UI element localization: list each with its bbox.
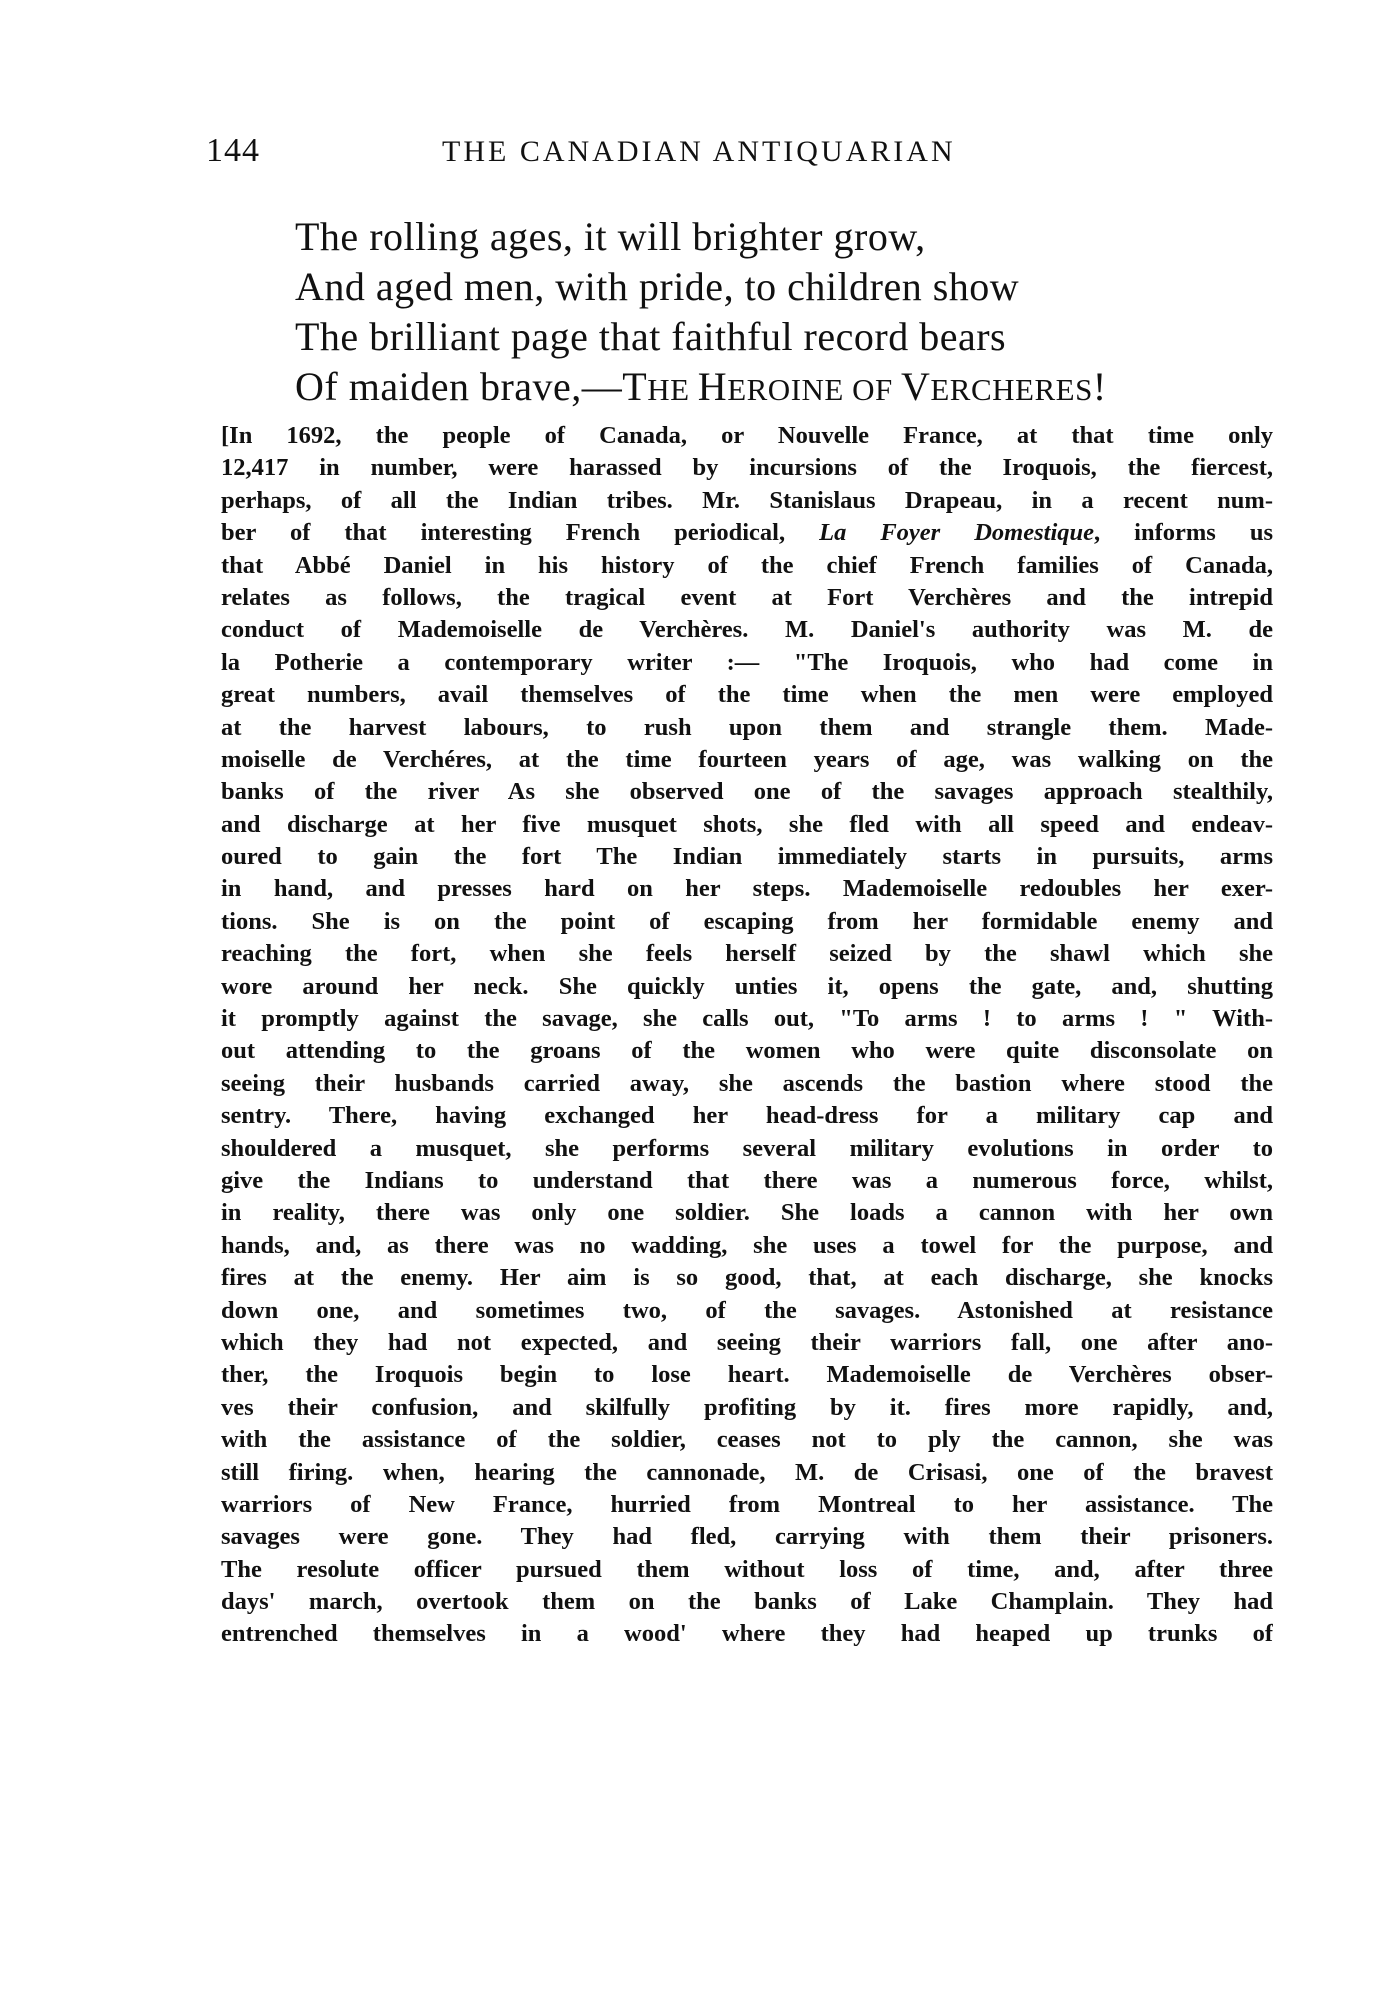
note-line: it promptly against the savage, she calls out, "To arms ! to arms ! " With- [221, 1005, 1273, 1033]
note-line: days' march, overtook them on the banks of Lake Champlain. They had [221, 1588, 1273, 1616]
note-line: at the harvest labours, to rush upon them and strangle them. Made- [221, 713, 1273, 741]
periodical-title: La Foyer Domestique [819, 519, 1095, 547]
note-text: , informs us [1094, 519, 1273, 547]
note-line: moiselle de Verchéres, at the time fourteen years of age, was walking on the [221, 745, 1273, 773]
note-line: fires at the enemy. Her aim is so good, that, at each discharge, she knocks [221, 1264, 1273, 1292]
note-line: warriors of New France, hurried from Montreal to her assistance. The [221, 1490, 1273, 1518]
note-line: relates as follows, the tragical event at Fort Verchères and the intrepid [221, 583, 1273, 611]
poem-stanza [295, 212, 1295, 415]
title-rest: EROINE [727, 372, 853, 407]
poem-line: And aged men, with pride, to children show [295, 264, 1020, 309]
poem-line-prefix: Of maiden brave,— [295, 364, 623, 409]
title-rest: HE [647, 372, 698, 407]
poem-line: The brilliant page that faithful record bears [295, 314, 1007, 359]
title-rest: OF [852, 372, 901, 407]
note-line: out attending to the groans of the women who were quite disconsolate on [221, 1037, 1273, 1065]
note-line: great numbers, avail themselves of the time when the men were employed [221, 681, 1273, 709]
note-line: down one, and sometimes two, of the savages. Astonished at resistance [221, 1296, 1273, 1324]
note-line: seeing their husbands carried away, she ascends the bastion where stood the [221, 1069, 1273, 1097]
note-line: and discharge at her five musquet shots, she fled with all speed and endeav- [221, 810, 1273, 838]
note-line: [In 1692, the people of Canada, or Nouvelle France, at that time only [221, 422, 1273, 449]
note-line: savages were gone. They had fled, carrying with them their prisoners. [221, 1523, 1273, 1551]
note-line: in hand, and presses hard on her steps. Mademoiselle redoubles her exer- [221, 875, 1273, 903]
historical-note [221, 420, 1273, 1651]
note-line [221, 517, 1273, 549]
note-line: which they had not expected, and seeing their warriors fall, one after ano- [221, 1328, 1273, 1356]
note-line: 12,417 in number, were harassed by incursions of the Iroquois, the fiercest, [221, 454, 1273, 482]
page-number: 144 [206, 132, 260, 169]
title-cap: T [622, 364, 648, 409]
note-line: ves their confusion, and skilfully profiting by it. fires more rapidly, and, [221, 1393, 1273, 1421]
note-line: conduct of Mademoiselle de Verchères. M. Daniel's authority was M. de [221, 616, 1273, 644]
note-line: banks of the river As she observed one of the savages approach stealthily, [221, 778, 1273, 806]
note-line: perhaps, of all the Indian tribes. Mr. Stanislaus Drapeau, in a recent num- [221, 486, 1273, 514]
note-line: The resolute officer pursued them without loss of time, and, after three [221, 1555, 1273, 1583]
note-line: oured to gain the fort The Indian immediately starts in pursuits, arms [221, 843, 1273, 871]
note-line: entrenched themselves in a wood' where they had heaped up trunks of [221, 1620, 1273, 1648]
note-line: in reality, there was only one soldier. She loads a cannon with her own [221, 1199, 1273, 1227]
page-header [206, 132, 1280, 172]
note-line: sentry. There, having exchanged her head-dress for a military cap and [221, 1102, 1273, 1130]
running-head: THE CANADIAN ANTIQUARIAN [442, 135, 956, 168]
poem-line: The rolling ages, it will brighter grow, [295, 214, 926, 259]
note-line: la Potherie a contemporary writer :— "The Iroquois, who had come in [221, 648, 1273, 676]
note-line: still firing. when, hearing the cannonade, M. de Crisasi, one of the bravest [221, 1458, 1273, 1486]
note-text: ber of that interesting French periodical, [221, 519, 820, 547]
poem-line-suffix: ! [1092, 364, 1107, 409]
note-line: reaching the fort, when she feels herself seized by the shawl which she [221, 940, 1273, 968]
title-rest: ERCHERES [930, 372, 1093, 407]
poem-line-title [295, 362, 1295, 415]
note-line: tions. She is on the point of escaping from her formidable enemy and [221, 907, 1273, 935]
note-line: hands, and, as there was no wadding, she uses a towel for the purpose, and [221, 1231, 1273, 1259]
title-cap: V [900, 364, 931, 409]
note-line: with the assistance of the soldier, ceases not to ply the cannon, she was [221, 1426, 1273, 1454]
note-line: shouldered a musquet, she performs several military evolutions in order to [221, 1134, 1273, 1162]
note-line: ther, the Iroquois begin to lose heart. Mademoiselle de Verchères obser- [221, 1361, 1273, 1389]
note-line: that Abbé Daniel in his history of the chief French families of Canada, [221, 551, 1273, 579]
title-cap: H [697, 364, 728, 409]
note-line: wore around her neck. She quickly unties it, opens the gate, and, shutting [221, 972, 1273, 1000]
note-line: give the Indians to understand that there was a numerous force, whilst, [221, 1166, 1273, 1194]
